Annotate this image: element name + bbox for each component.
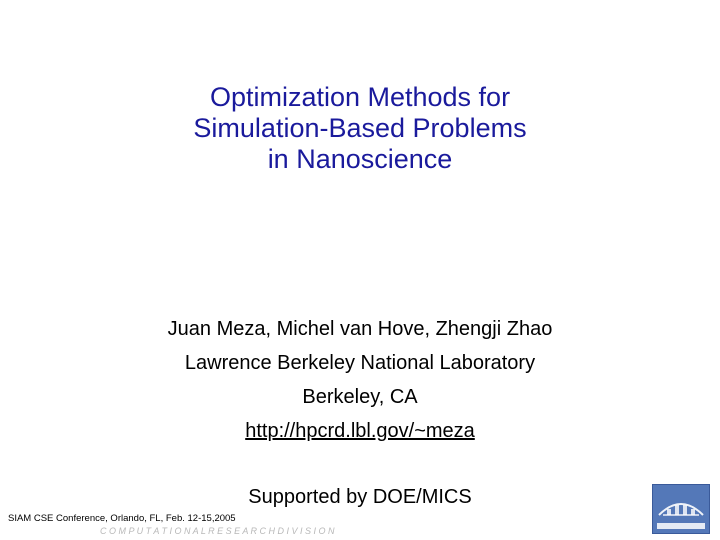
logo-label-bar <box>657 523 705 529</box>
author-names: Juan Meza, Michel van Hove, Zhengji Zhao <box>167 318 553 340</box>
homepage-link[interactable]: http://hpcrd.lbl.gov/~meza <box>245 420 475 442</box>
title-line-3: in Nanoscience <box>267 144 453 174</box>
conference-footer: SIAM CSE Conference, Orlando, FL, Feb. 12-15,2005 <box>8 513 236 524</box>
author-block <box>60 312 660 448</box>
title-line-1: Optimization Methods for <box>209 82 511 112</box>
berkeley-lab-logo-icon <box>652 484 710 534</box>
institution: Lawrence Berkeley National Laboratory <box>184 352 536 374</box>
division-footer: C O M P U T A T I O N A L R E S E A R C H D I V I S I O N <box>100 526 335 536</box>
title-line-2: Simulation-Based Problems <box>193 113 527 143</box>
support-statement: Supported by DOE/MICS <box>248 486 472 508</box>
slide-title <box>60 82 660 175</box>
location: Berkeley, CA <box>302 386 418 408</box>
